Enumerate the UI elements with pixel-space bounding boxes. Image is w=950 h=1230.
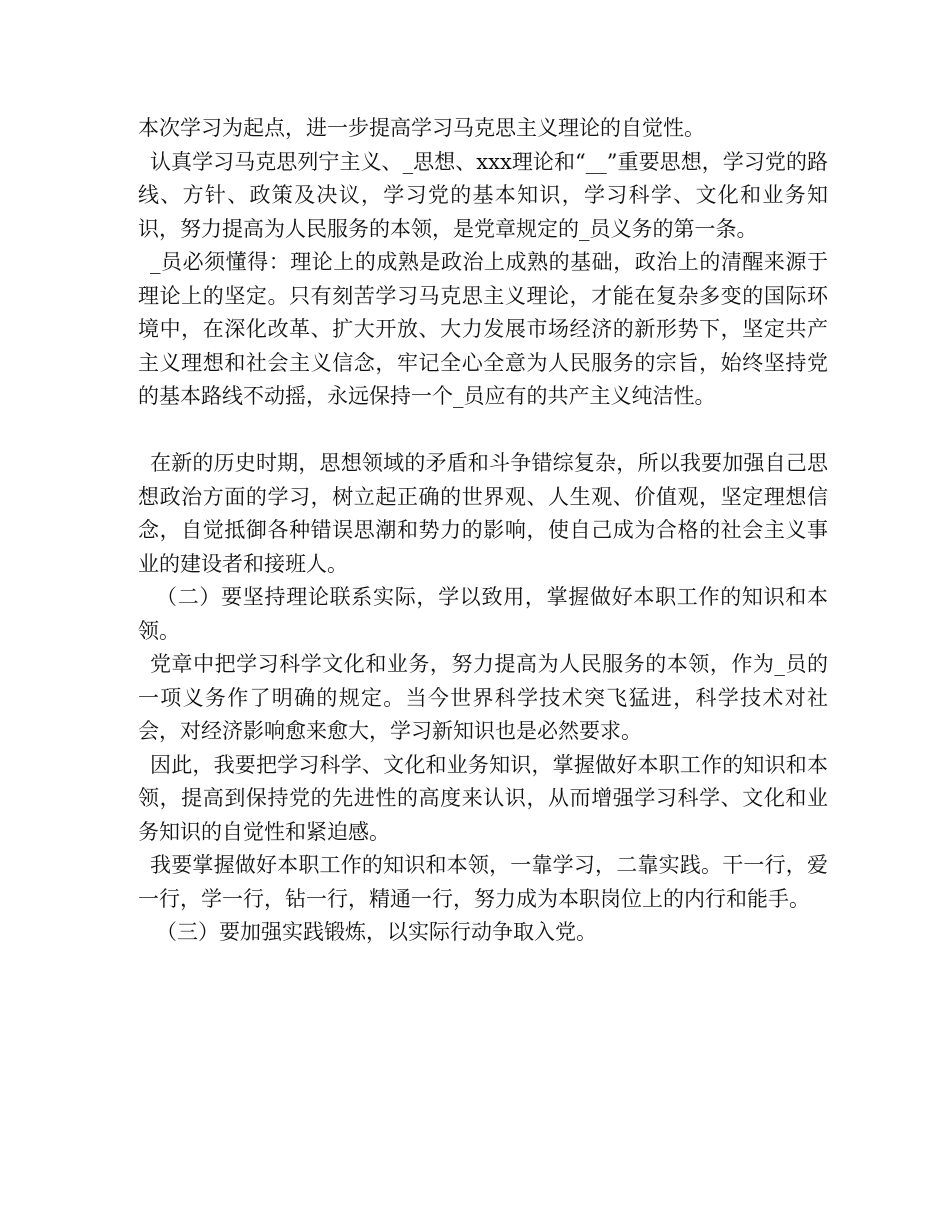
paragraph-gap: [138, 414, 828, 448]
paragraph-5: 党章中把学习科学文化和业务，努力提高为人民服务的本领，作为_员的一项义务作了明确的规定。当今世界科学技术突飞猛进，科学技术对社会，对经济影响愈来愈大，学习新知识也是必然要求。: [138, 652, 828, 743]
paragraph-6: 因此，我要把学习科学、文化和业务知识，掌握做好本职工作的知识和本领，提高到保持党的先进性的高度来认识，从而增强学习科学、文化和业务知识的自觉性和紧迫感。: [138, 752, 828, 844]
document-body: [138, 112, 828, 950]
paragraph-3: _员必须懂得：理论上的成熟是政治上成熟的基础，政治上的清醒来源于理论上的坚定。只有刻苦学习马克思主义理论，才能在复杂多变的国际环境中，在深化改革、扩大开放、大力发展市场经济的新形势下，坚定共产主义理想和社会主义信念，牢记全心全意为人民服务的宗旨，始终坚持党的基本路线不动摇，永远保持一个_员应有的共产主义纯洁性。: [138, 250, 828, 408]
paragraph-4: 在新的历史时期，思想领域的矛盾和斗争错综复杂，所以我要加强自己思想政治方面的学习，树立起正确的世界观、人生观、价值观，坚定理想信念，自觉抵御各种错误思潮和势力的影响，使自己成为合格的社会主义事业的建设者和接班人。: [138, 451, 828, 576]
section-heading-3: （三）要加强实践锻炼，以实际行动争取入党。: [156, 920, 597, 944]
paragraph-7: 我要掌握做好本职工作的知识和本领，一靠学习，二靠实践。干一行，爱一行，学一行，钻一行，精通一行，努力成为本职岗位上的内行和能手。: [138, 853, 828, 911]
paragraph-2: 认真学习马克思列宁主义、_思想、xxx理论和“__”重要思想，学习党的路线、方针、政策及决议，学习党的基本知识，学习科学、文化和业务知识，努力提高为人民服务的本领，是党章规定的_员义务的第一条。: [138, 149, 828, 241]
paragraph-1: 本次学习为起点，进一步提高学习马克思主义理论的自觉性。: [138, 116, 705, 140]
section-heading-2: （二）要坚持理论联系实际，学以致用，掌握做好本职工作的知识和本领。: [138, 585, 828, 643]
